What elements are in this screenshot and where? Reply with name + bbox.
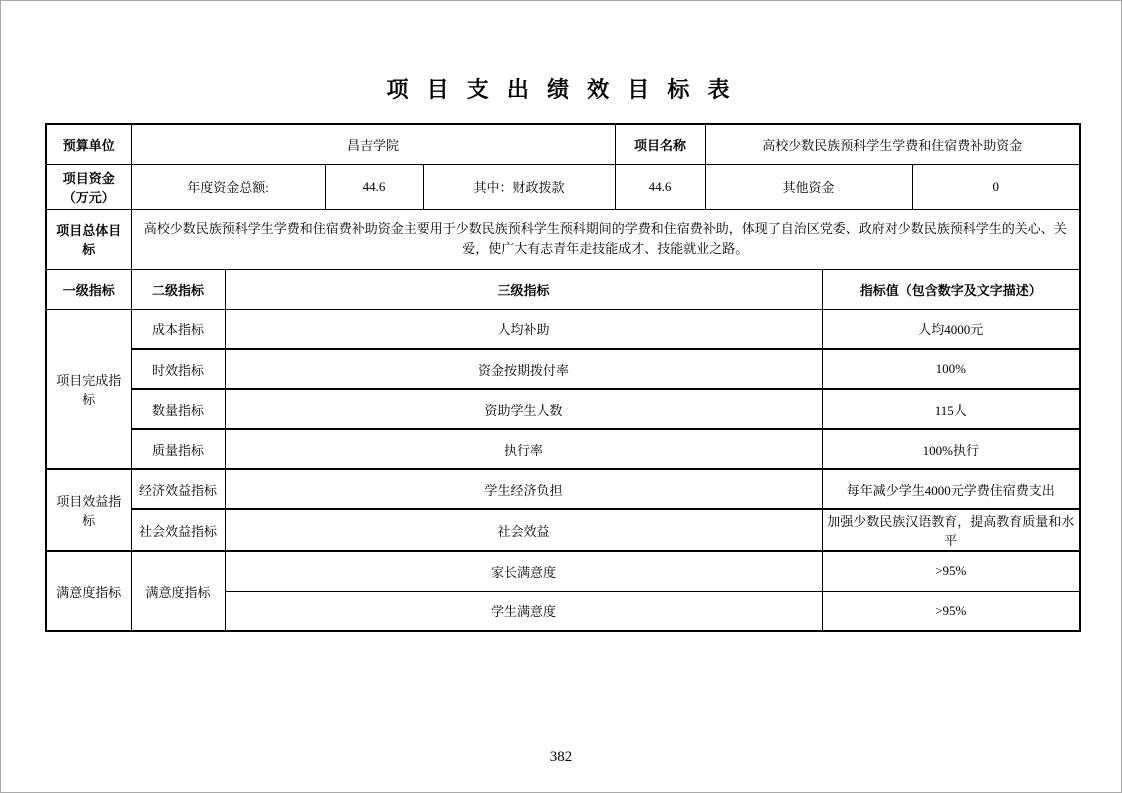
indicator-row: [46, 349, 1080, 389]
overall-goal-label: 项目总体目标: [46, 209, 131, 269]
value-cell: 100%: [822, 349, 1080, 389]
indicator-header-row: [46, 269, 1080, 309]
header-level2: 二级指标: [131, 269, 225, 309]
project-name-value: 高校少数民族预科学生学费和住宿费补助资金: [705, 124, 1080, 164]
value-cell: >95%: [822, 591, 1080, 631]
level2-cell: 社会效益指标: [131, 509, 225, 551]
project-name-label: 项目名称: [615, 124, 705, 164]
fiscal-allocation-label: 其中：财政拨款: [423, 164, 615, 209]
fiscal-allocation-value: 44.6: [615, 164, 705, 209]
annual-total-value: 44.6: [325, 164, 423, 209]
performance-target-table: [45, 123, 1081, 632]
overall-goal-text: 高校少数民族预科学生学费和住宿费补助资金主要用于少数民族预科学生预科期间的学费和住宿费补助，体现了自治区党委、政府对少数民族预科学生的关心、关爱，使广大有志青年走技能成才、技能就业之路。: [131, 209, 1080, 269]
level2-cell: 质量指标: [131, 429, 225, 469]
value-cell: 115人: [822, 389, 1080, 429]
level1-benefit-cell: 项目效益指标: [46, 469, 131, 551]
indicator-row: [46, 469, 1080, 509]
level3-cell: 资助学生人数: [225, 389, 822, 429]
level3-cell: 学生满意度: [225, 591, 822, 631]
level3-cell: 社会效益: [225, 509, 822, 551]
table-row: [46, 124, 1080, 164]
value-cell: 加强少数民族汉语教育，提高教育质量和水平: [822, 509, 1080, 551]
indicator-row: [46, 509, 1080, 551]
level3-cell: 人均补助: [225, 309, 822, 349]
level1-completion-cell: 项目完成指标: [46, 309, 131, 469]
level3-cell: 执行率: [225, 429, 822, 469]
budget-unit-label: 预算单位: [46, 124, 131, 164]
table-row: [46, 164, 1080, 209]
level3-cell: 家长满意度: [225, 551, 822, 591]
indicator-row: [46, 309, 1080, 349]
level2-cell: 成本指标: [131, 309, 225, 349]
project-funds-label: 项目资金（万元）: [46, 164, 131, 209]
indicator-row: [46, 389, 1080, 429]
header-level1: 一级指标: [46, 269, 131, 309]
level3-cell: 资金按期拨付率: [225, 349, 822, 389]
level2-cell: 数量指标: [131, 389, 225, 429]
other-funds-label: 其他资金: [705, 164, 912, 209]
level2-cell: 满意度指标: [131, 551, 225, 631]
header-level3: 三级指标: [225, 269, 822, 309]
header-indicator-value: 指标值（包含数字及文字描述）: [822, 269, 1080, 309]
value-cell: >95%: [822, 551, 1080, 591]
budget-unit-value: 昌吉学院: [131, 124, 615, 164]
value-cell: 每年减少学生4000元学费住宿费支出: [822, 469, 1080, 509]
value-cell: 100%执行: [822, 429, 1080, 469]
level2-cell: 时效指标: [131, 349, 225, 389]
value-cell: 人均4000元: [822, 309, 1080, 349]
other-funds-value: 0: [912, 164, 1080, 209]
table-row: [46, 209, 1080, 269]
page-title: 项 目 支 出 绩 效 目 标 表: [386, 77, 736, 102]
level3-cell: 学生经济负担: [225, 469, 822, 509]
indicator-row: [46, 551, 1080, 591]
level2-cell: 经济效益指标: [131, 469, 225, 509]
level1-satisfaction-cell: 满意度指标: [46, 551, 131, 631]
indicator-row: [46, 429, 1080, 469]
page-number: 382: [549, 749, 573, 765]
annual-total-label: 年度资金总额:: [131, 164, 325, 209]
